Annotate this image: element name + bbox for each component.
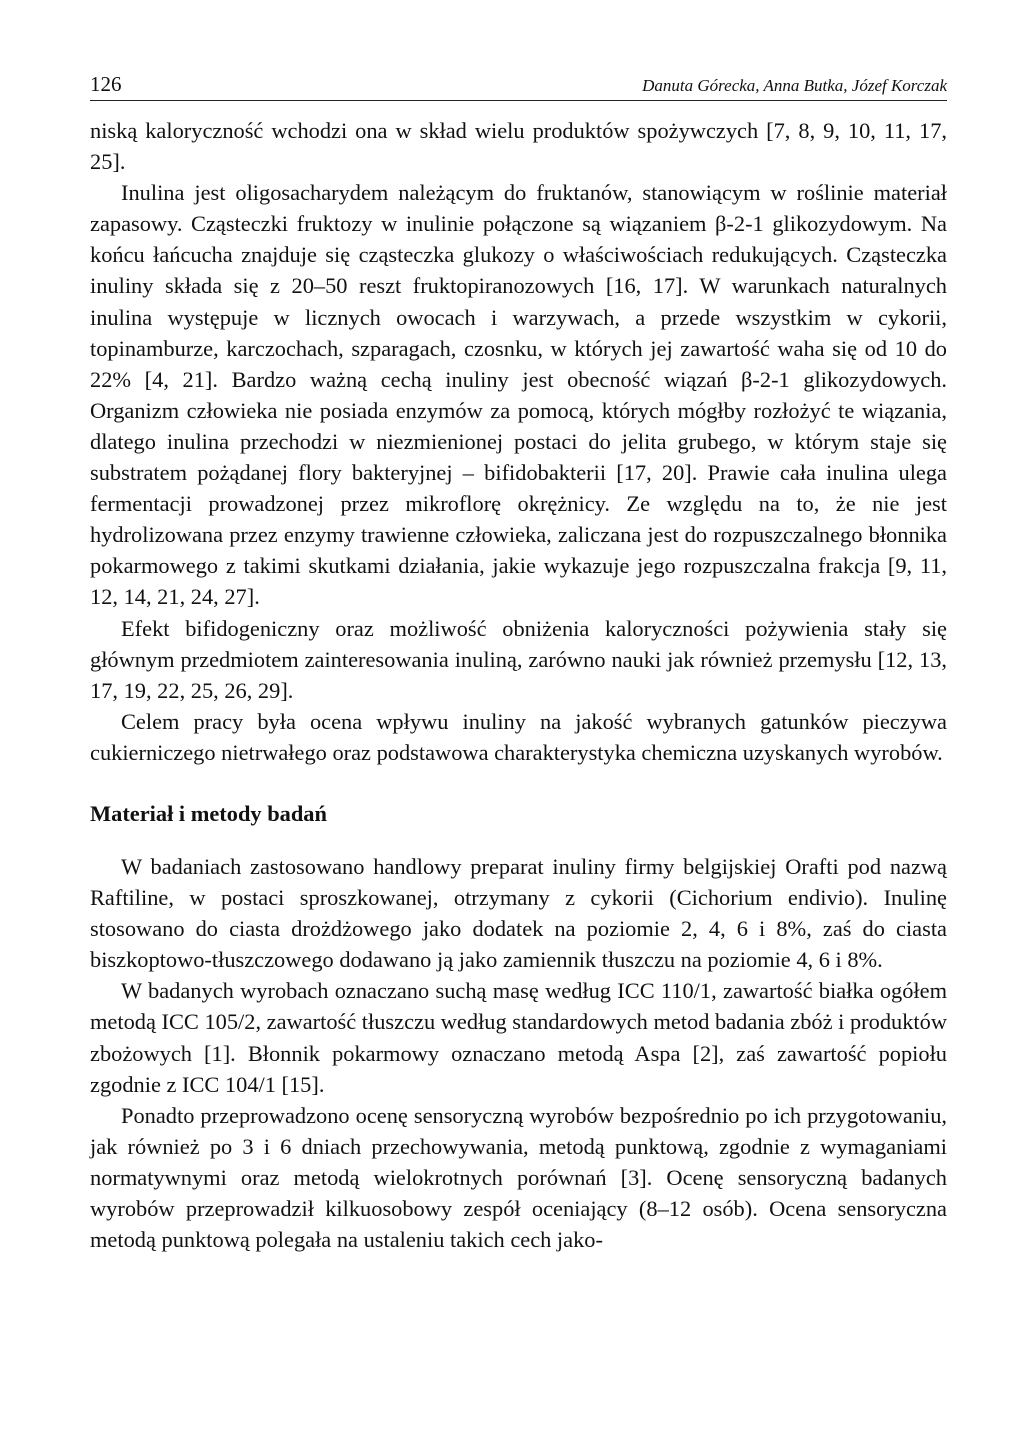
running-head-authors: Danuta Górecka, Anna Butka, Józef Korczak [642,76,947,95]
paragraph-study-aim: Celem pracy była ocena wpływu inuliny na jakość wybranych gatunków pieczywa cukierniczego nietrwałego oraz podstawowa charakterystyka chemiczna uzyskanych wyrobów. [90,708,947,765]
paragraph-bifidogenic-effect: Efekt bifidogeniczny oraz możliwość obniżenia kaloryczności pożywienia stały się głównym przedmiotem zainteresowania inuliną, zarówno nauki jak również przemysłu [12, 13, 17, 19, 22, 25, 26, 29]. [90,615,947,703]
page [90,72,947,1255]
paragraph-sensory-evaluation: Ponadto przeprowadzono ocenę sensoryczną wyrobów bezpośrednio po ich przygotowaniu, jak również po 3 i 6 dniach przechowywania, metodą punktową, zgodnie z wymaganiami normatywnymi oraz metodą wielokrotnych porównań [3]. Ocenę sensoryczną badanych wyrobów przeprowadził kilkuosobowy zespół oceniający (8–12 osób). Ocena sensoryczna metodą punktową polegała na ustaleniu takich cech jako- [90,1102,947,1253]
paragraph-continuation: niską kaloryczność wchodzi ona w skład wielu produktów spożywczych [7, 8, 9, 10, 11, 17, 25]. [90,118,947,175]
running-head [90,72,947,101]
paragraph-materials: W badaniach zastosowano handlowy preparat inuliny firmy belgijskiej Orafti pod nazwą Raftiline, w postaci sproszkowanej, otrzymany z cykorii (Cichorium endivio). Inulinę stosowano do ciasta drożdżowego jako dodatek na poziomie 2, 4, 6 i 8%, zaś do ciasta biszkoptowo-tłuszczowego dodawano ją jako zamiennik tłuszczu na poziomie 4, 6 i 8%. [90,853,947,973]
paragraph-chemical-analysis: W badanych wyrobach oznaczano suchą masę według ICC 110/1, zawartość białka ogółem metodą ICC 105/2, zawartość tłuszczu według standardowych metod badania zbóż i produktów zbożowych [1]. Błonnik pokarmowy oznaczano metodą Aspa [2], zaś zawartość popiołu zgodnie z ICC 104/1 [15]. [90,978,947,1097]
body-text [90,115,947,1255]
section-heading: Materiał i metody badań [90,800,327,826]
page-number: 126 [90,72,122,96]
paragraph-inulin-description: Inulina jest oligosacharydem należącym do fruktanów, stanowiącym w roślinie materiał zapasowy. Cząsteczki fruktozy w inulinie połączone są wiązaniem β-2-1 glikozydowym. Na końcu łańcucha znajduje się cząsteczka glukozy o właściwościach redukujących. Cząsteczka inuliny składa się z 20–50 reszt fruktopiranozowych [16, 17]. W warunkach naturalnych inulina występuje w licznych owocach i warzywach, a przede wszystkim w cykorii, topinamburze, karczochach, szparagach, czosnku, w których jej zawartość waha się od 10 do 22% [4, 21]. Bardzo ważną cechą inuliny jest obecność wiązań β-2-1 glikozydowych. Organizm człowieka nie posiada enzymów za pomocą, których mógłby rozłożyć te wiązania, dlatego inulina przechodzi w niezmienionej postaci do jelita grubego, w którym staje się substratem pożądanej flory bakteryjnej – bifidobakterii [17, 20]. Prawie cała inulina ulega fermentacji prowadzonej przez mikroflorę okrężnicy. Ze względu na to, że nie jest hydrolizowana przez enzymy trawienne człowieka, zaliczana jest do rozpuszczalnego błonnika pokarmowego z takimi skutkami działania, jakie wykazuje jego rozpuszczalna frakcja [9, 11, 12, 14, 21, 24, 27]. [90,180,947,610]
